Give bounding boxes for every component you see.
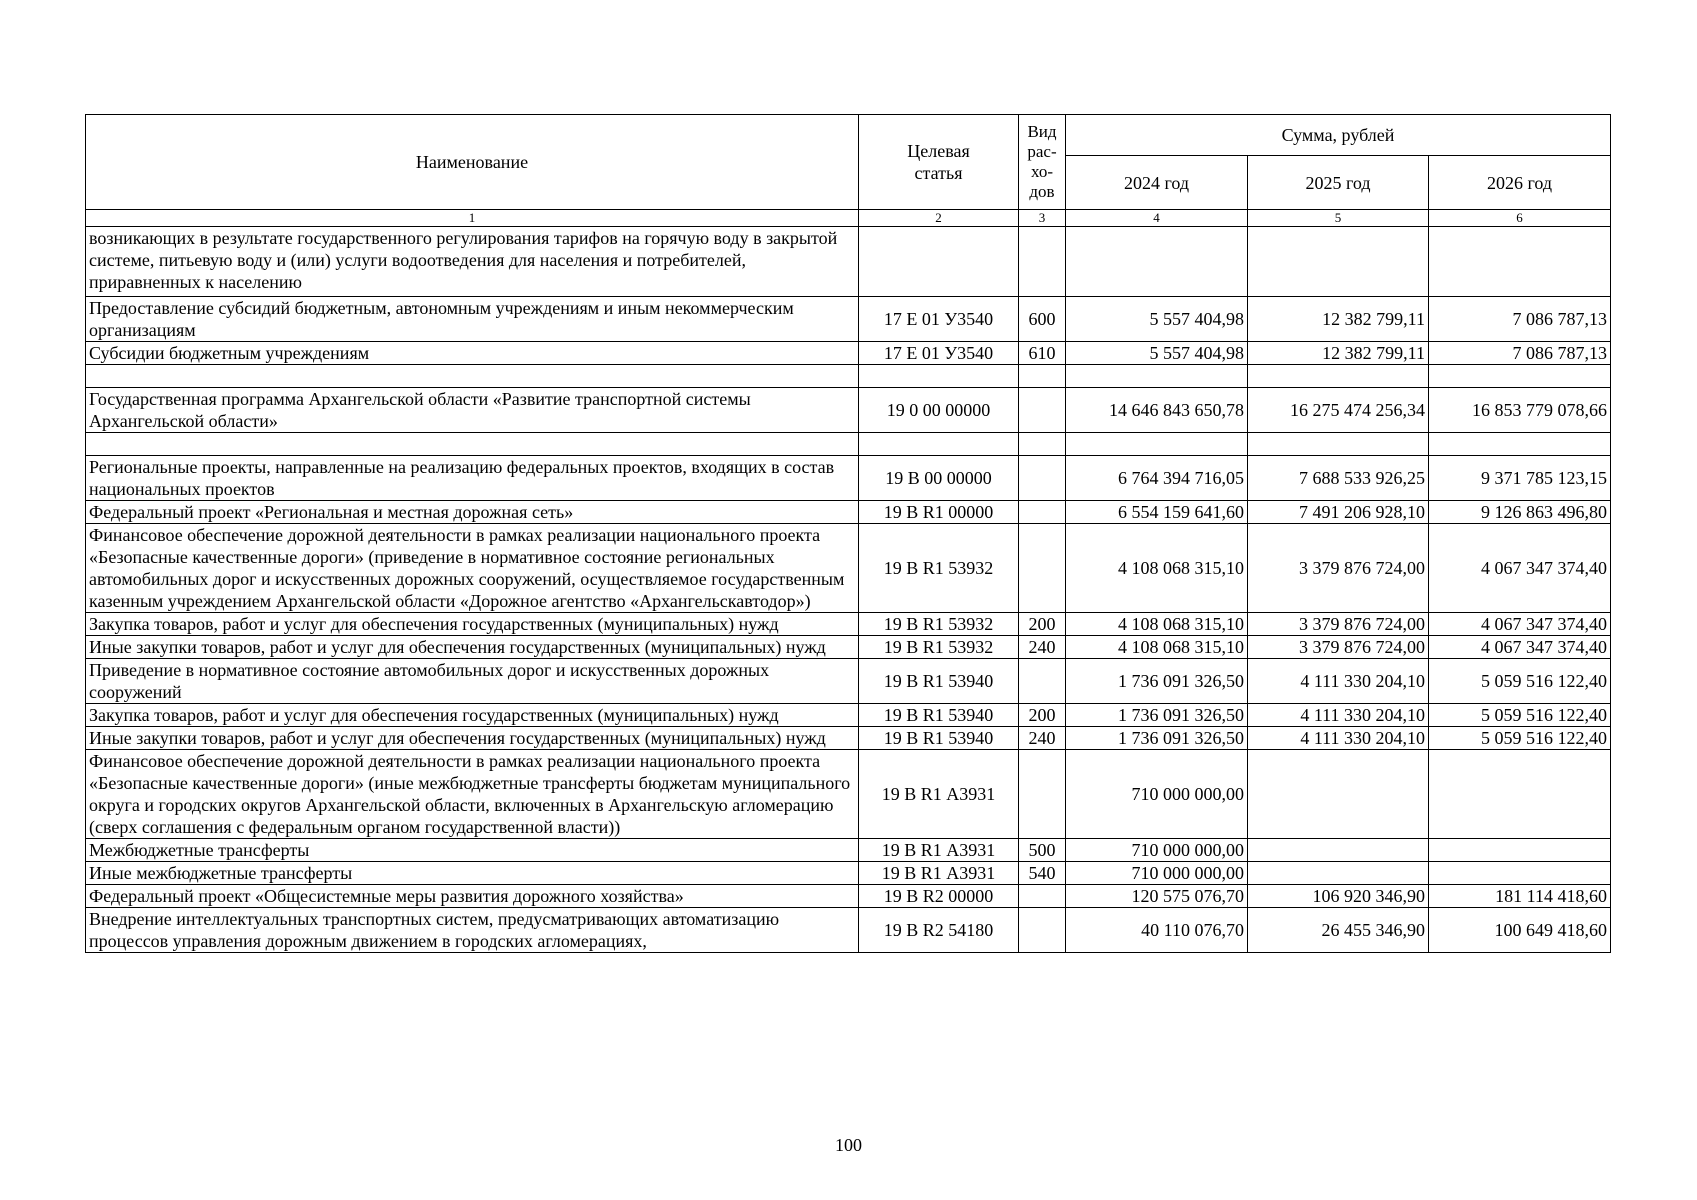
row-amount-2025: 4 111 330 204,10 — [1248, 704, 1429, 727]
column-number: 6 — [1429, 210, 1611, 227]
row-amount-2026 — [1429, 227, 1611, 297]
row-name: Иные закупки товаров, работ и услуг для обеспечения государственных (муниципальных) нужд — [86, 727, 859, 750]
row-name: Закупка товаров, работ и услуг для обеспечения государственных (муниципальных) нужд — [86, 613, 859, 636]
row-name: возникающих в результате государственного регулирования тарифов на горячую воду в закрытой системе, питьевую воду и (или) услуги водоотведения для населения и потребителей, приравненных к населению — [86, 227, 859, 297]
table-row — [86, 908, 1611, 953]
row-amount-2025: 16 275 474 256,34 — [1248, 388, 1429, 433]
row-amount-2024: 1 736 091 326,50 — [1066, 659, 1248, 704]
table-row — [86, 885, 1611, 908]
row-name: Федеральный проект «Региональная и местная дорожная сеть» — [86, 501, 859, 524]
column-number: 4 — [1066, 210, 1248, 227]
row-name: Финансовое обеспечение дорожной деятельности в рамках реализации национального проекта «Безопасные качественные дороги» (приведение в нормативное состояние региональных автомобильных дорог и искусственных дорожных сооружений, осуществляемое государственным казенным учреждением Архангельской области «Дорожное агентство «Архангельскавтодор») — [86, 524, 859, 613]
page-number: 100 — [835, 1135, 862, 1155]
row-amount-2024: 6 554 159 641,60 — [1066, 501, 1248, 524]
row-amount-2025: 12 382 799,11 — [1248, 297, 1429, 342]
row-code: 19 В R1 53932 — [859, 524, 1019, 613]
row-amount-2026: 7 086 787,13 — [1429, 297, 1611, 342]
table-row — [86, 750, 1611, 839]
row-name: Региональные проекты, направленные на реализацию федеральных проектов, входящих в состав национальных проектов — [86, 456, 859, 501]
row-code: 19 0 00 00000 — [859, 388, 1019, 433]
row-code: 19 В R2 54180 — [859, 908, 1019, 953]
row-vid — [1019, 885, 1066, 908]
row-vid: 240 — [1019, 636, 1066, 659]
column-number: 3 — [1019, 210, 1066, 227]
row-name: Приведение в нормативное состояние автомобильных дорог и искусственных дорожных сооружений — [86, 659, 859, 704]
table-row — [86, 659, 1611, 704]
row-vid: 540 — [1019, 862, 1066, 885]
row-vid — [1019, 501, 1066, 524]
header-vid: Вид рас-хо-дов — [1019, 115, 1066, 210]
row-amount-2024: 1 736 091 326,50 — [1066, 704, 1248, 727]
row-vid — [1019, 524, 1066, 613]
row-name: Внедрение интеллектуальных транспортных систем, предусматривающих автоматизацию процессов управления дорожным движением в городских агломерациях, — [86, 908, 859, 953]
row-amount-2026: 5 059 516 122,40 — [1429, 727, 1611, 750]
row-amount-2025: 12 382 799,11 — [1248, 342, 1429, 365]
table-row — [86, 636, 1611, 659]
row-amount-2024: 710 000 000,00 — [1066, 750, 1248, 839]
row-amount-2025: 7 491 206 928,10 — [1248, 501, 1429, 524]
row-code: 19 В R1 53932 — [859, 636, 1019, 659]
column-number: 1 — [86, 210, 859, 227]
table-row — [86, 297, 1611, 342]
row-name: Закупка товаров, работ и услуг для обеспечения государственных (муниципальных) нужд — [86, 704, 859, 727]
row-vid: 500 — [1019, 839, 1066, 862]
row-amount-2026: 4 067 347 374,40 — [1429, 524, 1611, 613]
row-code: 19 В R1 А3931 — [859, 839, 1019, 862]
budget-table — [85, 114, 1611, 953]
row-amount-2025 — [1248, 839, 1429, 862]
row-amount-2025: 3 379 876 724,00 — [1248, 524, 1429, 613]
row-amount-2026 — [1429, 750, 1611, 839]
table-row — [86, 704, 1611, 727]
row-code: 19 В 00 00000 — [859, 456, 1019, 501]
row-amount-2024: 710 000 000,00 — [1066, 862, 1248, 885]
row-amount-2024: 4 108 068 315,10 — [1066, 613, 1248, 636]
row-code: 17 Е 01 У3540 — [859, 342, 1019, 365]
column-number: 5 — [1248, 210, 1429, 227]
row-vid — [1019, 750, 1066, 839]
empty-row — [86, 365, 1611, 388]
table-row — [86, 862, 1611, 885]
row-name: Иные межбюджетные трансферты — [86, 862, 859, 885]
table-row — [86, 227, 1611, 297]
row-amount-2024: 710 000 000,00 — [1066, 839, 1248, 862]
row-amount-2026: 5 059 516 122,40 — [1429, 704, 1611, 727]
row-name: Межбюджетные трансферты — [86, 839, 859, 862]
row-vid: 600 — [1019, 297, 1066, 342]
row-amount-2025: 26 455 346,90 — [1248, 908, 1429, 953]
row-amount-2026: 4 067 347 374,40 — [1429, 613, 1611, 636]
row-code: 19 В R2 00000 — [859, 885, 1019, 908]
row-vid — [1019, 388, 1066, 433]
row-amount-2026: 100 649 418,60 — [1429, 908, 1611, 953]
row-vid: 240 — [1019, 727, 1066, 750]
row-amount-2025: 4 111 330 204,10 — [1248, 659, 1429, 704]
row-code: 19 В R1 53932 — [859, 613, 1019, 636]
row-name: Федеральный проект «Общесистемные меры развития дорожного хозяйства» — [86, 885, 859, 908]
row-vid: 200 — [1019, 704, 1066, 727]
row-amount-2024: 5 557 404,98 — [1066, 342, 1248, 365]
header-year-2024: 2024 год — [1066, 156, 1248, 210]
row-amount-2026 — [1429, 839, 1611, 862]
row-code: 19 В R1 А3931 — [859, 750, 1019, 839]
table-row — [86, 839, 1611, 862]
row-amount-2026: 16 853 779 078,66 — [1429, 388, 1611, 433]
table-row — [86, 727, 1611, 750]
row-vid — [1019, 659, 1066, 704]
row-amount-2024: 6 764 394 716,05 — [1066, 456, 1248, 501]
row-name: Предоставление субсидий бюджетным, автономным учреждениям и иным некоммерческим организациям — [86, 297, 859, 342]
row-name: Иные закупки товаров, работ и услуг для обеспечения государственных (муниципальных) нужд — [86, 636, 859, 659]
header-code: Целевая статья — [859, 115, 1019, 210]
row-amount-2024: 1 736 091 326,50 — [1066, 727, 1248, 750]
row-amount-2024: 4 108 068 315,10 — [1066, 524, 1248, 613]
table-row — [86, 342, 1611, 365]
row-amount-2026: 9 371 785 123,15 — [1429, 456, 1611, 501]
row-code — [859, 227, 1019, 297]
table-row — [86, 613, 1611, 636]
row-amount-2026: 4 067 347 374,40 — [1429, 636, 1611, 659]
header-year-2026: 2026 год — [1429, 156, 1611, 210]
row-name: Государственная программа Архангельской области «Развитие транспортной системы Архангельской области» — [86, 388, 859, 433]
row-amount-2024 — [1066, 227, 1248, 297]
row-amount-2025: 7 688 533 926,25 — [1248, 456, 1429, 501]
row-amount-2024: 120 575 076,70 — [1066, 885, 1248, 908]
row-vid — [1019, 456, 1066, 501]
row-amount-2026: 5 059 516 122,40 — [1429, 659, 1611, 704]
row-code: 19 В R1 00000 — [859, 501, 1019, 524]
row-amount-2024: 4 108 068 315,10 — [1066, 636, 1248, 659]
row-code: 19 В R1 А3931 — [859, 862, 1019, 885]
row-amount-2025 — [1248, 227, 1429, 297]
row-amount-2024: 5 557 404,98 — [1066, 297, 1248, 342]
row-amount-2026: 7 086 787,13 — [1429, 342, 1611, 365]
row-code: 17 Е 01 У3540 — [859, 297, 1019, 342]
header-year-2025: 2025 год — [1248, 156, 1429, 210]
row-vid — [1019, 227, 1066, 297]
row-code: 19 В R1 53940 — [859, 704, 1019, 727]
row-name: Субсидии бюджетным учреждениям — [86, 342, 859, 365]
row-code: 19 В R1 53940 — [859, 727, 1019, 750]
row-amount-2025 — [1248, 862, 1429, 885]
table-row — [86, 501, 1611, 524]
empty-row — [86, 433, 1611, 456]
row-amount-2025: 3 379 876 724,00 — [1248, 613, 1429, 636]
header-name: Наименование — [86, 115, 859, 210]
row-amount-2025: 3 379 876 724,00 — [1248, 636, 1429, 659]
row-vid: 200 — [1019, 613, 1066, 636]
row-vid: 610 — [1019, 342, 1066, 365]
row-amount-2026: 9 126 863 496,80 — [1429, 501, 1611, 524]
table-row-program — [86, 388, 1611, 433]
row-amount-2025: 106 920 346,90 — [1248, 885, 1429, 908]
row-amount-2025 — [1248, 750, 1429, 839]
row-amount-2024: 14 646 843 650,78 — [1066, 388, 1248, 433]
header-sum: Сумма, рублей — [1066, 115, 1611, 156]
column-number-row — [86, 210, 1611, 227]
header-row — [86, 115, 1611, 156]
table-row-regional-projects — [86, 456, 1611, 501]
table-row — [86, 524, 1611, 613]
row-code: 19 В R1 53940 — [859, 659, 1019, 704]
column-number: 2 — [859, 210, 1019, 227]
row-amount-2025: 4 111 330 204,10 — [1248, 727, 1429, 750]
row-amount-2024: 40 110 076,70 — [1066, 908, 1248, 953]
row-amount-2026: 181 114 418,60 — [1429, 885, 1611, 908]
row-vid — [1019, 908, 1066, 953]
row-name: Финансовое обеспечение дорожной деятельности в рамках реализации национального проекта «Безопасные качественные дороги» (иные межбюджетные трансферты бюджетам муниципального округа и городских округов Архангельской области, включенных в Архангельскую агломерацию (сверх соглашения с федеральным органом государственной власти)) — [86, 750, 859, 839]
row-amount-2026 — [1429, 862, 1611, 885]
